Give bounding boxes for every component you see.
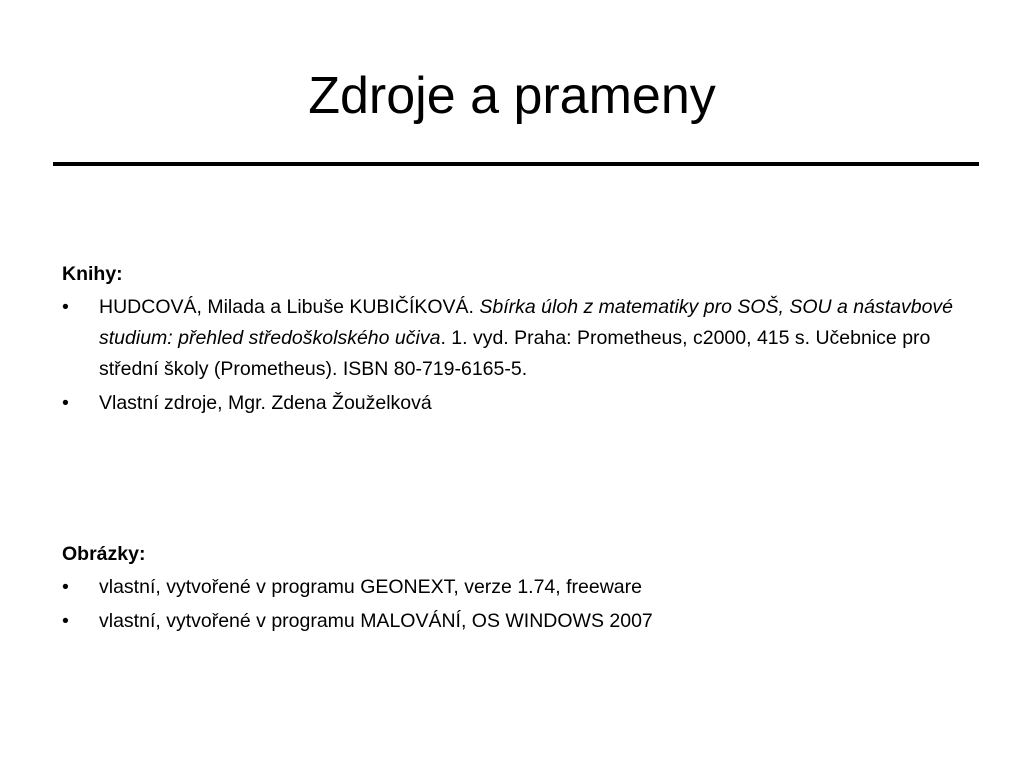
books-heading: Knihy:: [62, 263, 123, 285]
bullet-icon: •: [62, 610, 69, 632]
list-item: [62, 606, 962, 637]
list-item: [62, 572, 962, 603]
image-source-text: vlastní, vytvořené v programu GEONEXT, verze 1.74, freeware: [99, 576, 642, 598]
images-section: [62, 539, 962, 640]
book-title: Sbírka úloh z matematiky pro SOŠ, SOU a nástavbové studium: přehled středoškolského učiva: [99, 296, 954, 349]
slide-title: Zdroje a prameny: [308, 67, 716, 125]
image-source-text: vlastní, vytvořené v programu MALOVÁNÍ, OS WINDOWS 2007: [99, 610, 653, 632]
list-item: [62, 388, 962, 419]
books-list: [62, 292, 962, 419]
images-heading: Obrázky:: [62, 543, 146, 565]
images-list: [62, 572, 962, 637]
bullet-icon: •: [62, 392, 69, 414]
book-author: HUDCOVÁ, Milada a Libuše KUBIČÍKOVÁ.: [99, 296, 480, 318]
list-item: [62, 292, 962, 385]
bullet-icon: •: [62, 296, 69, 318]
book-details: . 1. vyd. Praha: Prometheus, c2000, 415 s. Učebnice pro střední školy (Prometheus). ISBN 80-719-6165-5.: [99, 327, 931, 380]
title-divider: [53, 162, 979, 166]
books-section: [62, 259, 962, 422]
bullet-icon: •: [62, 576, 69, 598]
own-sources-text: Vlastní zdroje, Mgr. Zdena Žouželková: [99, 392, 432, 414]
